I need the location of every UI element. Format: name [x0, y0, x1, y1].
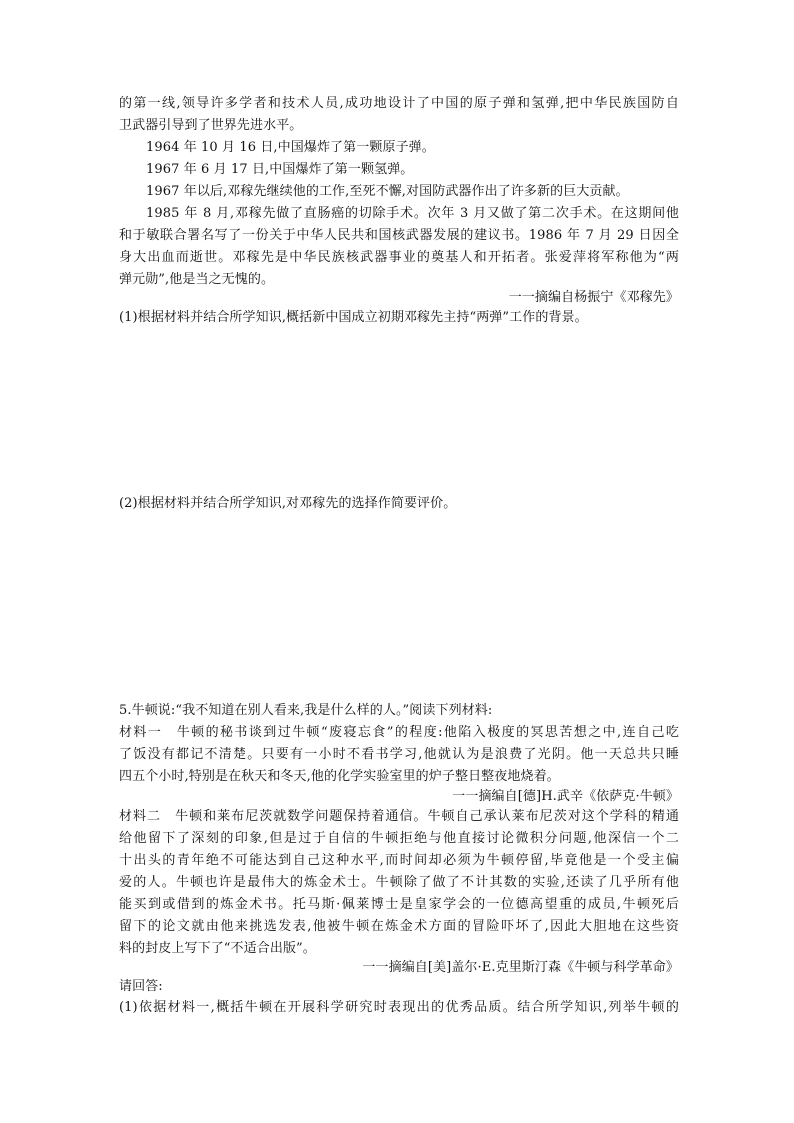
- q5-material2-source: 一一摘编自[美]盖尔·E.克里斯汀森《牛顿与科学革命》: [362, 960, 679, 975]
- material-deng-line-5: 1967 年以后,邓稼先继续他的工作,至死不懈,对国防武器作出了许多新的巨大贡献。: [146, 184, 629, 199]
- q5-material2-line-2: 给他留下了深刻的印象,但是过于自信的牛顿拒绝与他直接讨论微积分问题,他深信一个二: [119, 831, 679, 846]
- material-deng-source: 一一摘编自杨振宁《邓稼先》: [508, 290, 679, 305]
- q5-material2-line-1: 材料二 牛顿和莱布尼茨就数学问题保持着通信。牛顿自己承认莱布尼茨对这个学科的精通: [119, 809, 679, 824]
- q5-material2-line-5: 能买到或借到的炼金术书。托马斯·佩莱博士是皇家学会的一位德高望重的成员,牛顿死后: [119, 897, 679, 912]
- material-deng-line-4: 1967 年 6 月 17 日,中国爆炸了第一颗氢弹。: [146, 162, 414, 177]
- q5-material1-line-2: 了饭没有都记不清楚。只要有一小时不看书学习,他就认为是浪费了光阴。他一天总共只睡: [119, 747, 679, 762]
- material-deng-line-1: 的第一线,领导许多学者和技术人员,成功地设计了中国的原子弹和氢弹,把中华民族国防自: [119, 96, 679, 111]
- material-deng-line-7: 和于敏联合署名写了一份关于中华人民共和国核武器发展的建议书。1986 年 7 月 29 日因全: [119, 228, 679, 243]
- q5-part1: (1)依据材料一,概括牛顿在开展科学研究时表现出的优秀品质。结合所学知识,列举牛顿的: [119, 1000, 679, 1015]
- material-deng-line-8: 身大出血而逝世。邓稼先是中华民族核武器事业的奠基人和开拓者。张爱萍将军称他为“两: [119, 250, 679, 265]
- q5-material1-line-1: 材料一 牛顿的秘书谈到过牛顿“废寝忘食”的程度:他陷入极度的冥思苦想之中,连自己吃: [119, 725, 679, 740]
- material-deng-line-2: 卫武器引导到了世界先进水平。: [119, 118, 303, 133]
- material-deng-line-6: 1985 年 8 月,邓稼先做了直肠癌的切除手术。次年 3 月又做了第二次手术。在这期间他: [146, 206, 679, 221]
- q4-part2: (2)根据材料并结合所学知识,对邓稼先的选择作简要评价。: [119, 496, 457, 511]
- q5-stem: 5.牛顿说:“我不知道在别人看来,我是什么样的人。”阅读下列材料:: [119, 703, 493, 718]
- q5-material1-line-3: 四五个小时,特别是在秋天和冬天,他的化学实验室里的炉子整日整夜地烧着。: [119, 769, 560, 784]
- q5-material1-source: 一一摘编自[德]H.武辛《依萨克·牛顿》: [452, 789, 679, 804]
- q5-prompt: 请回答:: [119, 979, 163, 994]
- q5-material2-line-4: 爱的人。牛顿也许是最伟大的炼金术士。牛顿除了做了不计其数的实验,还读了几乎所有他: [119, 875, 679, 890]
- material-deng-line-3: 1964 年 10 月 16 日,中国爆炸了第一颗原子弹。: [146, 140, 435, 155]
- q5-material2-line-3: 十出头的青年绝不可能达到自己这种水平,而时间却必须为牛顿停留,毕竟他是一个受主偏: [119, 853, 679, 868]
- q5-material2-line-7: 料的封皮上写下了“不适合出版”。: [119, 941, 316, 956]
- q5-material2-line-6: 留下的论文就由他来挑选发表,他被牛顿在炼金术方面的冒险吓坏了,因此大胆地在这些资: [119, 919, 679, 934]
- material-deng-line-9: 弹元勋”,他是当之无愧的。: [119, 272, 275, 287]
- q4-part1: (1)根据材料并结合所学知识,概括新中国成立初期邓稼先主持“两弹”工作的背景。: [119, 310, 588, 325]
